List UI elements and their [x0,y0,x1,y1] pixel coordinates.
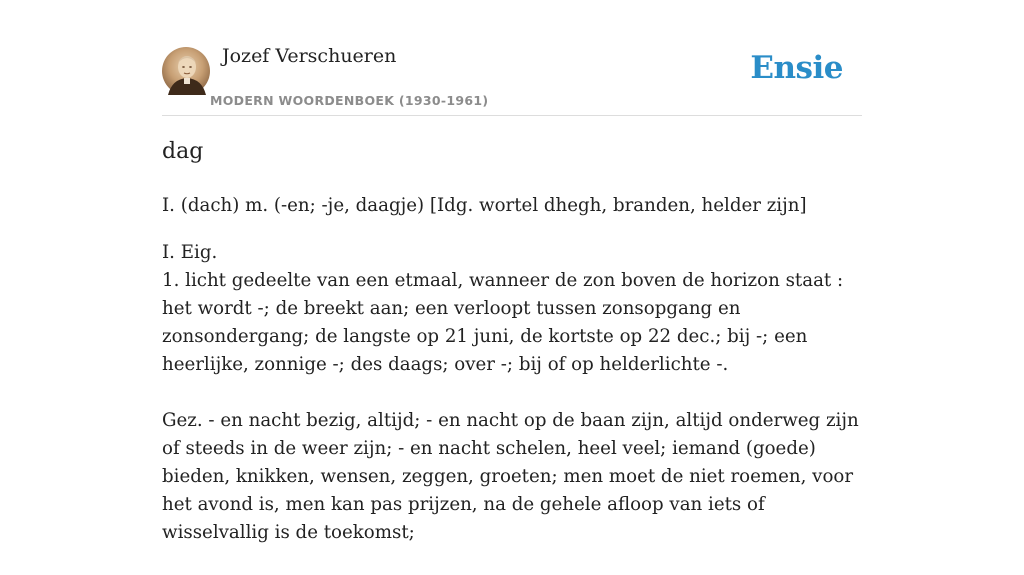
definition-heading: I. Eig. [162,242,218,263]
entry-title: dag [162,139,204,164]
header [162,0,862,116]
entry-definition [162,239,862,575]
author-name[interactable]: Jozef Verschueren [222,45,397,67]
author-avatar[interactable] [162,47,210,95]
ensie-logo[interactable]: Ensie [750,50,843,86]
entry-etymology: I. (dach) m. (-en; -je, daagje) [Idg. wortel dhegh, branden, helder zijn] [162,195,807,216]
definition-sense-1: 1. licht gedeelte van een etmaal, wanneer de zon boven de horizon staat : het wordt -; de breekt aan; een verloopt tussen zonsopgang en zonsondergang; de langste op 21 juni, de kortste op 22 dec.; bij -; een heerlijke, zonnige -; des daags; over -; bij of op helderlichte -. [162,270,844,375]
source-label[interactable]: MODERN WOORDENBOEK (1930-1961) [210,93,489,108]
portrait-icon [162,47,210,95]
definition-expressions: Gez. - en nacht bezig, altijd; - en nacht op de baan zijn, altijd onderweg zijn of steeds in de weer zijn; - en nacht schelen, heel veel; iemand (goede) bieden, knikken, wensen, zeggen, groeten; men moet de niet roemen, voor het avond is, men kan pas prijzen, na de gehele afloop van iets of wisselvallig is de toekomst; [162,410,859,543]
definition-sense [162,239,862,379]
content-column [162,0,862,543]
